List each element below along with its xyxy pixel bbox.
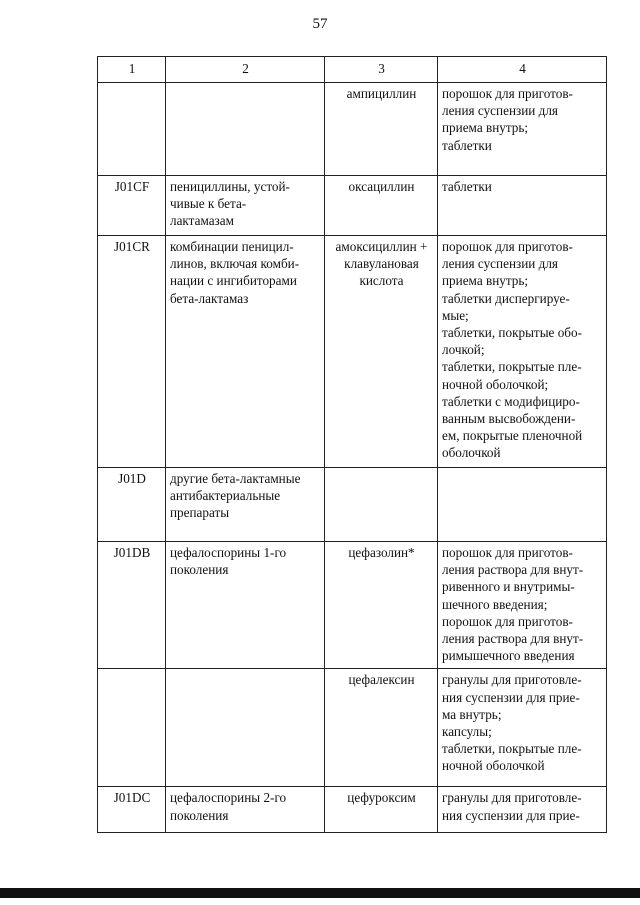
drug-name-cell-line: клавулановая bbox=[344, 256, 419, 272]
group-name-cell-line: лактамазам bbox=[170, 213, 234, 229]
column-header-4: 4 bbox=[438, 57, 607, 83]
dosage-form-cell-line: таблетки, покрытые обо- bbox=[442, 325, 582, 341]
group-name-cell-line: комбинации пеницил- bbox=[170, 239, 294, 254]
group-name-cell bbox=[166, 83, 325, 176]
atc-code-cell bbox=[98, 669, 166, 787]
group-name-cell-line: линов, включая комби- bbox=[170, 256, 300, 272]
group-name-cell bbox=[166, 542, 325, 669]
page-number: 57 bbox=[312, 16, 328, 32]
drug-name-cell bbox=[325, 669, 438, 787]
atc-code-cell: J01CF bbox=[98, 176, 166, 236]
atc-code-cell: J01DB bbox=[98, 542, 166, 669]
dosage-form-cell-line: шечного введения; bbox=[442, 596, 548, 612]
dosage-form-cell bbox=[438, 176, 607, 236]
dosage-form-cell-line: гранулы для приготовле- bbox=[442, 790, 582, 806]
group-name-cell bbox=[166, 669, 325, 787]
drug-name-cell-line: ампициллин bbox=[346, 86, 417, 101]
dosage-form-cell-line: оболочкой bbox=[442, 445, 501, 461]
dosage-form-cell-line: ночной оболочкой; bbox=[442, 376, 549, 392]
atc-code-cell: J01D bbox=[98, 468, 166, 542]
dosage-form-cell-line: таблетки с модифициро- bbox=[442, 393, 580, 409]
column-header-1: 1 bbox=[98, 57, 166, 83]
dosage-form-cell-line: ления суспензии для bbox=[442, 103, 558, 119]
drug-name-cell-line: амоксициллин + bbox=[335, 239, 428, 254]
dosage-form-cell-line: гранулы для приготовле- bbox=[442, 672, 582, 688]
dosage-form-cell-line: римышечного введения bbox=[442, 648, 575, 664]
atc-code-cell: J01CR bbox=[98, 236, 166, 468]
drug-name-cell bbox=[325, 83, 438, 176]
drug-name-cell bbox=[325, 542, 438, 669]
group-name-cell-line: другие бета-лактамные bbox=[170, 471, 301, 486]
table-row bbox=[98, 468, 607, 542]
dosage-form-cell bbox=[438, 669, 607, 787]
drug-name-cell-line: цефуроксим bbox=[347, 790, 416, 806]
drug-name-cell bbox=[325, 236, 438, 468]
dosage-form-cell-line: приема внутрь; bbox=[442, 273, 529, 289]
drug-name-cell-line: цефалексин bbox=[348, 672, 415, 688]
group-name-cell-line: бета-лактамаз bbox=[170, 290, 249, 306]
dosage-form-cell-line: порошок для приготов- bbox=[442, 86, 573, 101]
footer-bar bbox=[0, 888, 640, 898]
atc-code-cell bbox=[98, 83, 166, 176]
group-name-cell bbox=[166, 236, 325, 468]
dosage-form-cell-line: ночной оболочкой bbox=[442, 758, 545, 774]
drug-name-cell bbox=[325, 468, 438, 542]
drug-name-cell-line: цефазолин* bbox=[348, 545, 415, 560]
group-name-cell-line: поколения bbox=[170, 562, 229, 578]
dosage-form-cell-line: таблетки bbox=[442, 179, 492, 194]
dosage-form-cell-line: порошок для приготов- bbox=[442, 613, 573, 629]
table-row bbox=[98, 669, 607, 787]
dosage-form-cell-line: ния суспензии для прие- bbox=[442, 807, 580, 823]
dosage-form-cell-line: мые; bbox=[442, 307, 469, 323]
dosage-form-cell-line: ния суспензии для прие- bbox=[442, 689, 580, 705]
dosage-form-cell-line: таблетки bbox=[442, 137, 492, 153]
group-name-cell bbox=[166, 787, 325, 833]
dosage-form-cell-line: капсулы; bbox=[442, 724, 492, 740]
group-name-cell-line: цефалоспорины 1-го bbox=[170, 545, 287, 560]
dosage-form-cell-line: ления раствора для внут- bbox=[442, 631, 584, 647]
table-row bbox=[98, 787, 607, 833]
drug-name-cell-line: кислота bbox=[359, 273, 404, 289]
group-name-cell-line: нации с ингибиторами bbox=[170, 273, 297, 289]
table-row bbox=[98, 236, 607, 468]
table-row bbox=[98, 83, 607, 176]
dosage-form-cell-line: таблетки, покрытые пле- bbox=[442, 359, 582, 375]
dosage-form-cell-line: порошок для приготов- bbox=[442, 545, 573, 560]
table-row bbox=[98, 542, 607, 669]
group-name-cell-line: пенициллины, устой- bbox=[170, 179, 290, 194]
group-name-cell bbox=[166, 176, 325, 236]
group-name-cell-line: антибактериальные bbox=[170, 488, 281, 504]
drug-name-cell bbox=[325, 787, 438, 833]
dosage-form-cell bbox=[438, 468, 607, 542]
group-name-cell-line: цефалоспорины 2-го bbox=[170, 790, 287, 806]
atc-code-cell: J01DC bbox=[98, 787, 166, 833]
group-name-cell bbox=[166, 468, 325, 542]
drug-name-cell bbox=[325, 176, 438, 236]
table-header-row bbox=[98, 57, 607, 83]
medication-table bbox=[97, 56, 607, 833]
column-header-3: 3 bbox=[325, 57, 438, 83]
group-name-cell-line: поколения bbox=[170, 807, 229, 823]
dosage-form-cell-line: лочкой; bbox=[442, 342, 485, 358]
dosage-form-cell bbox=[438, 542, 607, 669]
dosage-form-cell-line: таблетки, покрытые пле- bbox=[442, 741, 582, 757]
dosage-form-cell-line: ванным высвобождени- bbox=[442, 411, 576, 427]
dosage-form-cell-line: порошок для приготов- bbox=[442, 239, 573, 254]
group-name-cell-line: препараты bbox=[170, 505, 230, 521]
table-row bbox=[98, 176, 607, 236]
dosage-form-cell bbox=[438, 83, 607, 176]
dosage-form-cell bbox=[438, 236, 607, 468]
dosage-form-cell-line: ления раствора для внут- bbox=[442, 562, 584, 578]
table-body bbox=[98, 83, 607, 833]
dosage-form-cell-line: ления суспензии для bbox=[442, 256, 558, 272]
group-name-cell-line: чивые к бета- bbox=[170, 196, 247, 212]
dosage-form-cell-line: приема внутрь; bbox=[442, 120, 529, 136]
dosage-form-cell-line: таблетки диспергируе- bbox=[442, 290, 570, 306]
dosage-form-cell-line: ривенного и внутримы- bbox=[442, 579, 575, 595]
column-header-2: 2 bbox=[166, 57, 325, 83]
dosage-form-cell-line: ем, покрытые пленочной bbox=[442, 428, 583, 444]
drug-name-cell-line: оксациллин bbox=[348, 179, 415, 194]
dosage-form-cell-line: ма внутрь; bbox=[442, 706, 502, 722]
dosage-form-cell bbox=[438, 787, 607, 833]
